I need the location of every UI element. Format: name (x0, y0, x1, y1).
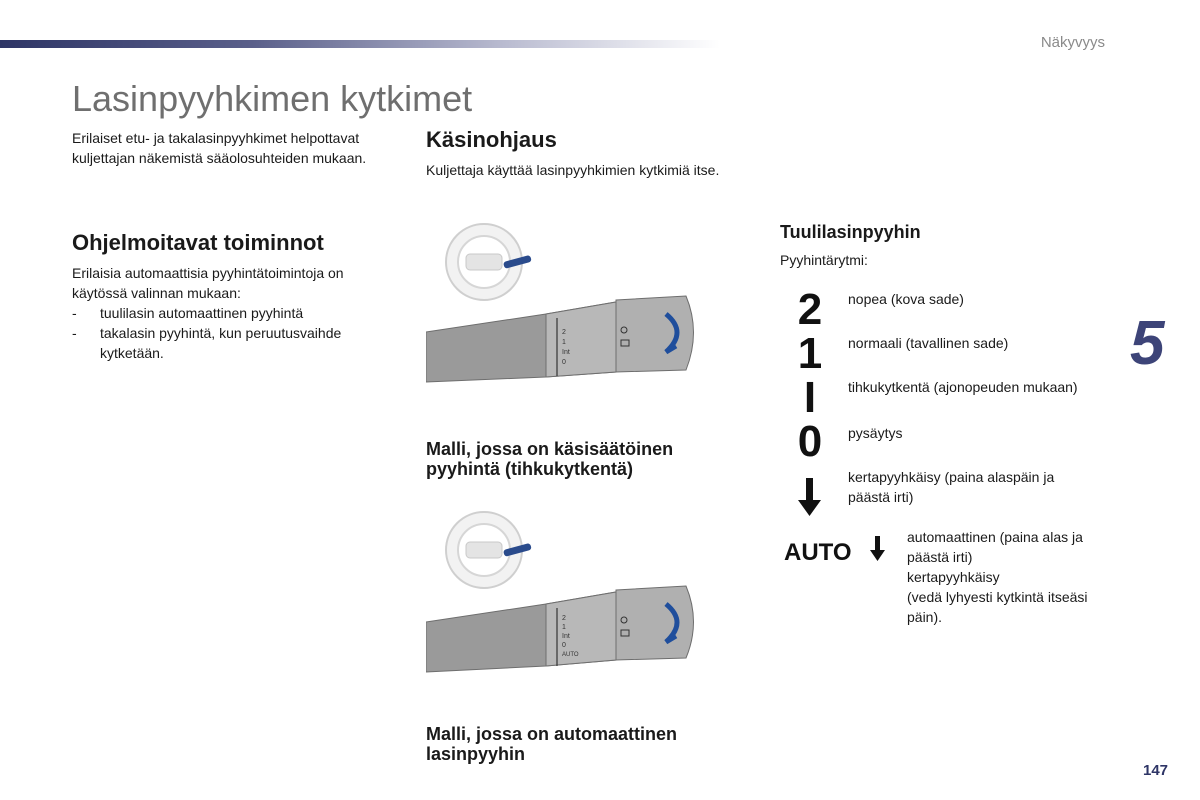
stalk-label: AUTO (562, 652, 579, 658)
svg-text:AUTO: AUTO (784, 539, 852, 566)
stalk-label: 1 (562, 339, 566, 346)
off-text: pysäytys (848, 425, 903, 441)
intermittent-symbol (790, 372, 830, 420)
wiper-stalk-illustration-manual (426, 222, 716, 392)
auto-wipe-line: automaattinen (paina alas ja päästä irti) (907, 529, 1083, 565)
wipe-rate-label: Pyyhintärytmi: (780, 252, 868, 268)
single-wipe-text: kertapyyhkäisy (paina alaspäin ja päästä irti) (848, 469, 1055, 505)
section-label: Näkyvyys (1040, 34, 1105, 51)
speed-2-symbol (790, 284, 830, 332)
auto-wipe-symbol (784, 534, 894, 568)
stalk-label: Int (562, 349, 570, 356)
stalk-label: 2 (562, 615, 566, 622)
speed-1-symbol (790, 328, 830, 376)
stalk-label: Int (562, 633, 570, 640)
caption-auto: Malli, jossa on automaattinen lasinpyyhin (426, 724, 678, 764)
bullet-item: - takalasin pyyhintä, kun peruutusvaihde kytketään. (72, 323, 392, 363)
svg-text:I: I (803, 373, 817, 420)
manual-heading: Käsinohjaus (426, 127, 557, 152)
manual-text: Kuljettaja käyttää lasinpyyhkimien kytkimiä itse. (426, 162, 720, 178)
stalk-label: 1 (562, 624, 566, 631)
speed-1-text: normaali (tavallinen sade) (848, 335, 1009, 351)
programmable-text: Erilaisia automaattisia pyyhintätoimintoja on käytössä valinnan mukaan: (72, 265, 344, 301)
auto-wipe-text (907, 527, 1107, 627)
intro-text: Erilaiset etu- ja takalasinpyyhkimet helpottavat kuljettajan näkemistä sääolosuhteiden mukaan. (72, 130, 367, 166)
header-gradient-bar (0, 40, 720, 48)
stalk-label: 2 (562, 329, 566, 336)
windscreen-heading: Tuulilasinpyyhin (780, 222, 921, 242)
page-title: Lasinpyyhkimen kytkimet (72, 78, 473, 119)
svg-text:2: 2 (797, 285, 823, 332)
auto-wipe-line: kertapyyhkäisy (907, 569, 1000, 585)
bullet-item: - tuulilasin automaattinen pyyhintä (72, 303, 392, 323)
off-symbol (790, 416, 830, 464)
arrow-down-icon (790, 474, 830, 522)
page-number: 147 (1143, 762, 1169, 779)
svg-text:0: 0 (797, 417, 823, 464)
steering-wheel-icon (446, 224, 532, 300)
programmable-heading: Ohjelmoitavat toiminnot (72, 230, 324, 255)
stalk-label: 0 (562, 359, 566, 366)
chapter-number: 5 (1130, 309, 1165, 378)
steering-wheel-icon (446, 512, 532, 588)
svg-text:1: 1 (797, 329, 823, 376)
caption-manual: Malli, jossa on käsisäätöinen pyyhintä (tihkukytkentä) (426, 439, 674, 479)
wiper-stalk-illustration-auto (426, 510, 716, 680)
speed-2-text: nopea (kova sade) (848, 291, 964, 307)
stalk-label: 0 (562, 642, 566, 649)
programmable-bullets (72, 303, 392, 363)
auto-wipe-line: (vedä lyhyesti kytkintä itseäsi päin). (907, 589, 1088, 625)
arrow-down-icon (870, 536, 885, 561)
intermittent-text: tihkukytkentä (ajonopeuden mukaan) (848, 379, 1078, 395)
